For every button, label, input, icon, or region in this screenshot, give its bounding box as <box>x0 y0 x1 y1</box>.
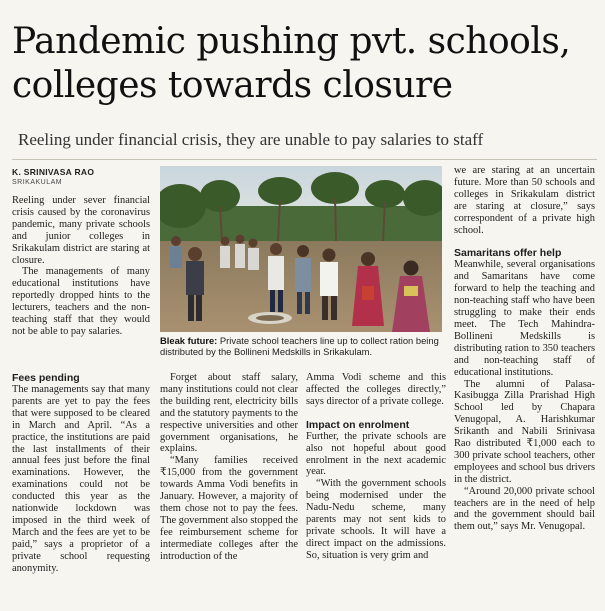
column-1-fees <box>12 372 150 575</box>
column-4 <box>454 165 595 533</box>
photo-caption-lead: Bleak future: <box>160 335 218 346</box>
byline-place: SRIKAKULAM <box>12 179 63 186</box>
samaritans-paragraph-3: “Around 20,000 private school teachers are in the need of help and the government should bail them out,” says Mr. Venugopal. <box>454 485 595 533</box>
enrolment-paragraph-1: Further, the private schools are also not hopeful about good enrolment in the next academic year. <box>306 430 446 478</box>
column-2-paragraph-2: “Many families received ₹15,000 from the government towards Amma Vodi benefits in January. However, a majority of them chose not to pay the fees. The government also stopped the fee reimbursement scheme for intermediate colleges after the introduction of the <box>160 455 298 562</box>
photo-caption <box>160 335 445 358</box>
samaritans-paragraph-1: Meanwhile, several organisations and Samaritans have come forward to help the teaching and non-teaching staff who have been struggling to make their ends meet. The Tech Mahindra-Bollineni Medskills is distributing ration to 350 teachers and non-teaching staff of educational institutions. <box>454 259 595 378</box>
column-1-intro <box>12 195 150 338</box>
column-3 <box>306 372 446 562</box>
section-gap <box>454 236 595 247</box>
column-2 <box>160 372 298 563</box>
column-3-paragraph-1: Amma Vodi scheme and this affected the colleges directly,” says director of a private college. <box>306 372 446 407</box>
column-4-paragraph-1: we are staring at an uncertain future. More than 50 schools and colleges in Srikakulam district are staring at closure,” says correspondent of a private high school. <box>454 165 595 236</box>
byline-author: K. SRINIVASA RAO <box>12 167 95 177</box>
teachers-queue-photo <box>160 166 442 332</box>
intro-paragraph-1: Reeling under sever financial crisis caused by the coronavirus pandemic, many private schools and junior colleges in Srikakulam district are staring at closure. <box>12 195 150 266</box>
headline <box>12 20 597 108</box>
samaritans-paragraph-2: The alumni of Palasa-Kasibugga Zilla Prarishad High School led by Chapara Venugopal, A. Harishkumar Srikanth and Nabili Srinivasa Rao distributed ₹1,000 each to 300 private school teachers, other employees and school bus drivers in the district. <box>454 378 595 485</box>
article-photo <box>160 166 442 332</box>
fees-pending-heading: Fees pending <box>12 372 80 384</box>
enrolment-paragraph-2: “With the government schools being modernised under the Nadu-Nedu scheme, many parents may not sent kids to private schools. It will have a direct impact on the admissions. So, situation is very grim and <box>306 478 446 561</box>
headline-line-1: Pandemic pushing pvt. schools, <box>12 21 571 62</box>
deck: Reeling under financial crisis, they are unable to pay salaries to staff <box>18 130 484 149</box>
photo-caption-text: Private school teachers line up to collect ration being distributed by the Bollineni Medskills in Srikakulam. <box>160 335 439 358</box>
samaritans-offer-help-heading: Samaritans offer help <box>454 247 562 260</box>
intro-paragraph-2: The managements of many educational institutions have reportedly dropped hints to the lecturers, teachers and the non-teaching staff that they would not be able to pay salaries. <box>12 266 150 337</box>
deck-divider <box>12 159 597 160</box>
impact-on-enrolment-heading: Impact on enrolment <box>306 418 410 431</box>
fees-paragraph: The managements say that many parents are yet to pay the fees that were supposed to be cleared in March and April. “As a practice, the institutions are paid the last installments of their annual fees just before the final examinations. However, the examinations could not be conducted this year as the nationwide lockdown was imposed in the third week of March and the fees are yet to be paid,” says a proprietor of a private school requesting anonymity. <box>12 384 150 574</box>
section-gap <box>306 408 446 419</box>
headline-line-2: colleges towards closure <box>12 65 453 106</box>
column-2-paragraph-1: Forget about staff salary, many institutions could not clear the building rent, electricity bills and the statutory payments to the respective universities and other government organisations, he explains. <box>160 372 298 455</box>
